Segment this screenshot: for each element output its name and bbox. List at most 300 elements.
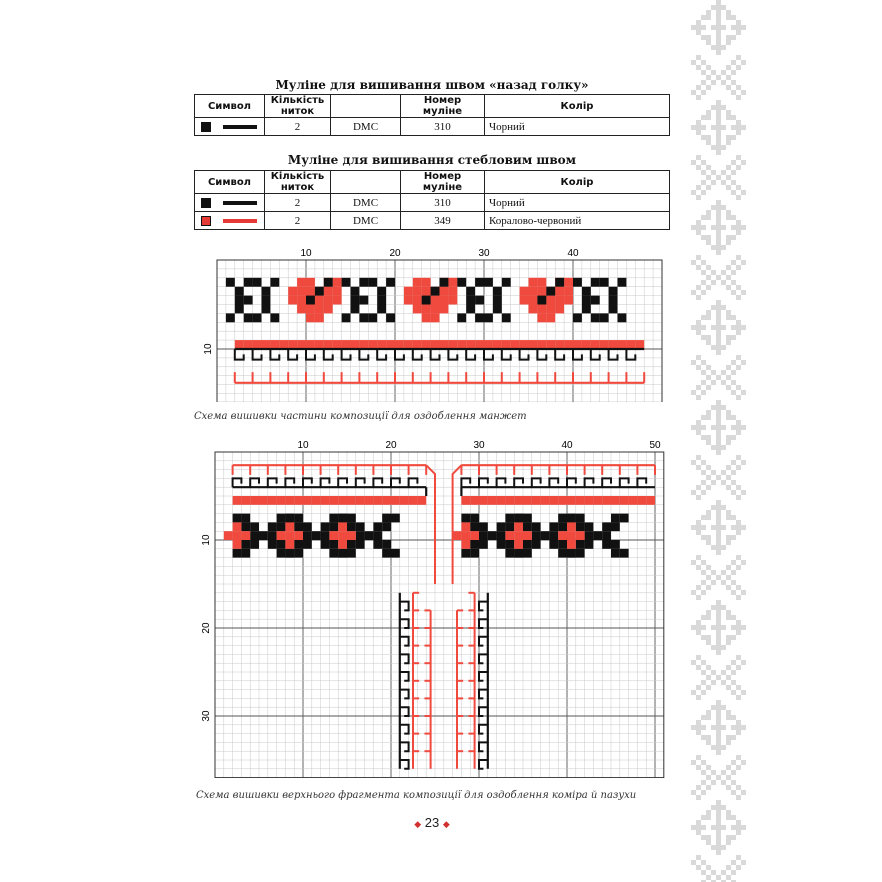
- stitch-cell: [461, 514, 470, 523]
- stitch-cell: [448, 278, 457, 287]
- ornament-cell: [706, 710, 711, 715]
- stitch-cell: [520, 340, 529, 349]
- ornament-cell: [736, 520, 741, 525]
- ornament-cell: [726, 765, 731, 770]
- stitch-cell: [558, 522, 567, 531]
- stitch-cell: [546, 305, 555, 314]
- ornament-cell: [691, 790, 696, 795]
- ornament-cell: [711, 205, 716, 210]
- header-symbol: Символ: [195, 171, 265, 194]
- stitch-cell: [582, 305, 591, 314]
- ornament-cell: [731, 560, 736, 565]
- ornament-cell: [726, 675, 731, 680]
- chart2-caption: Схема вишивки верхнього фрагмента композиції для оздоблення коміра й пазухи: [196, 790, 637, 801]
- ornament-cell: [726, 315, 731, 320]
- color-cell: Коралово-червоний: [485, 212, 670, 230]
- ornament-cell: [696, 830, 701, 835]
- stitch-line: [497, 478, 506, 487]
- table1: [194, 94, 670, 136]
- ornament-cell: [716, 240, 721, 245]
- ornament-cell: [696, 365, 701, 370]
- stitch-cell: [359, 296, 368, 305]
- ornament-cell: [696, 65, 701, 70]
- stitch-cell: [279, 340, 288, 349]
- ornament-cell: [721, 680, 726, 685]
- ornament-cell: [741, 60, 746, 65]
- stitch-cell: [466, 296, 475, 305]
- stitch-cell: [618, 340, 627, 349]
- ornament-cell: [721, 545, 726, 550]
- stitch-cell: [262, 296, 271, 305]
- ornament-cell: [701, 160, 706, 165]
- stitch-cell: [618, 278, 627, 287]
- ornament-cell: [736, 120, 741, 125]
- stitch-cell: [333, 287, 342, 296]
- stitch-line: [400, 672, 409, 681]
- ornament-cell: [701, 615, 706, 620]
- ornament-cell: [716, 825, 721, 830]
- stitch-cell: [409, 496, 418, 505]
- ornament-cell: [721, 125, 726, 130]
- ornament-cell: [736, 195, 741, 200]
- stitch-cell: [514, 514, 523, 523]
- stitch-cell: [377, 305, 386, 314]
- ornament-cell: [696, 155, 701, 160]
- stitch-cell: [315, 340, 324, 349]
- stitch-cell: [523, 531, 532, 540]
- ornament-cell: [711, 70, 716, 75]
- ornament-cell: [706, 765, 711, 770]
- stitch-cell: [529, 296, 538, 305]
- ornament-cell: [716, 620, 721, 625]
- cuff-embroidery-chart: [195, 242, 667, 402]
- ornament-cell: [716, 645, 721, 650]
- stitch-cell: [241, 522, 250, 531]
- ornament-cell: [726, 415, 731, 420]
- ornament-cell: [736, 525, 741, 530]
- stitch-cell: [549, 496, 558, 505]
- ornament-cell: [696, 195, 701, 200]
- stitch-cell: [466, 305, 475, 314]
- ornament-cell: [721, 245, 726, 250]
- ornament-cell: [726, 310, 731, 315]
- ornament-cell: [711, 580, 716, 585]
- ornament-cell: [736, 625, 741, 630]
- ornament-cell: [696, 25, 701, 30]
- stitch-cell: [351, 287, 360, 296]
- ornament-cell: [701, 560, 706, 565]
- ornament-cell: [741, 90, 746, 95]
- stitch-cell: [377, 340, 386, 349]
- stitch-cell: [321, 522, 330, 531]
- black-symbol: [199, 122, 260, 132]
- stitch-line: [409, 478, 418, 487]
- ornament-cell: [716, 245, 721, 250]
- table2-title: Муліне для вишивання стебловим швом: [287, 153, 577, 167]
- stitch-cell: [493, 287, 502, 296]
- stitch-line: [321, 478, 330, 487]
- ornament-cell: [706, 10, 711, 15]
- ornament-cell: [711, 370, 716, 375]
- stitch-cell: [505, 496, 514, 505]
- stitch-line: [400, 637, 409, 646]
- ornament-cell: [731, 760, 736, 765]
- ornament-cell: [736, 325, 741, 330]
- ornament-cell: [696, 525, 701, 530]
- ornament-cell: [716, 210, 721, 215]
- stitch-cell: [250, 522, 259, 531]
- ornament-cell: [716, 325, 721, 330]
- ornament-cell: [726, 365, 731, 370]
- ornament-cell: [731, 215, 736, 220]
- ornament-cell: [701, 70, 706, 75]
- ornament-cell: [701, 715, 706, 720]
- ornament-cell: [696, 85, 701, 90]
- ornament-cell: [731, 170, 736, 175]
- stitch-cell: [440, 305, 449, 314]
- ornament-cell: [736, 685, 741, 690]
- stitch-cell: [505, 522, 514, 531]
- ornament-cell: [696, 295, 701, 300]
- ornament-cell: [716, 335, 721, 340]
- ornament-cell: [706, 840, 711, 845]
- stitch-cell: [484, 313, 493, 322]
- ornament-cell: [731, 725, 736, 730]
- stitch-cell: [321, 540, 330, 549]
- ornament-cell: [711, 45, 716, 50]
- ornament-cell: [726, 535, 731, 540]
- stitch-cell: [294, 496, 303, 505]
- ornament-cell: [696, 865, 701, 870]
- ornament-cell: [716, 840, 721, 845]
- ornament-cell: [701, 835, 706, 840]
- ornament-cell: [726, 110, 731, 115]
- ornament-cell: [706, 615, 711, 620]
- ornament-cell: [706, 540, 711, 545]
- ornament-cell: [726, 785, 731, 790]
- stitch-cell: [611, 540, 620, 549]
- ornament-cell: [711, 105, 716, 110]
- stitch-cell: [235, 305, 244, 314]
- stitch-cell: [303, 540, 312, 549]
- stitch-cell: [297, 296, 306, 305]
- ornament-cell: [691, 90, 696, 95]
- stitch-cell: [546, 296, 555, 305]
- ornament-cell: [691, 760, 696, 765]
- ornament-cell: [691, 660, 696, 665]
- ornament-cell: [706, 575, 711, 580]
- ornament-cell: [741, 25, 746, 30]
- ornament-cell: [716, 550, 721, 555]
- stitch-cell: [253, 313, 262, 322]
- stitch-cell: [351, 305, 360, 314]
- stitch-cell: [520, 287, 529, 296]
- ornament-cell: [726, 40, 731, 45]
- ornament-cell: [716, 775, 721, 780]
- ornament-cell: [696, 530, 701, 535]
- stitch-cell: [312, 531, 321, 540]
- stitch-cell: [329, 496, 338, 505]
- ornament-cell: [711, 380, 716, 385]
- stitch-cell: [422, 340, 431, 349]
- stitch-cell: [288, 340, 297, 349]
- ornament-cell: [696, 625, 701, 630]
- stitch-cell: [497, 531, 506, 540]
- ornament-cell: [696, 565, 701, 570]
- ornament-cell: [706, 610, 711, 615]
- stitch-cell: [523, 496, 532, 505]
- ornament-cell: [726, 375, 731, 380]
- stitch-cell: [523, 549, 532, 558]
- ornament-cell: [721, 105, 726, 110]
- stitch-cell: [591, 313, 600, 322]
- ornament-cell: [716, 140, 721, 145]
- stitch-cell: [591, 296, 600, 305]
- ornament-cell: [721, 45, 726, 50]
- ornament-cell: [691, 860, 696, 865]
- stitch-cell: [461, 531, 470, 540]
- ornament-cell: [721, 370, 726, 375]
- ornament-cell: [721, 525, 726, 530]
- ornament-cell: [711, 480, 716, 485]
- stitch-cell: [431, 305, 440, 314]
- stitch-cell: [241, 496, 250, 505]
- ornament-cell: [731, 115, 736, 120]
- ornament-cell: [726, 565, 731, 570]
- ornament-cell: [696, 585, 701, 590]
- ornament-cell: [716, 130, 721, 135]
- ornament-cell: [726, 575, 731, 580]
- stitch-line: [479, 672, 488, 681]
- ornament-cell: [711, 670, 716, 675]
- stitch-cell: [453, 531, 462, 540]
- ornament-cell: [706, 810, 711, 815]
- ornament-cell: [731, 490, 736, 495]
- stitch-cell: [382, 496, 391, 505]
- stitch-cell: [564, 287, 573, 296]
- ornament-cell: [726, 510, 731, 515]
- stitch-cell: [555, 278, 564, 287]
- ornament-cell: [716, 625, 721, 630]
- ornament-cell: [741, 825, 746, 830]
- stitch-cell: [576, 514, 585, 523]
- ornament-cell: [731, 90, 736, 95]
- tick-label: 20: [201, 622, 212, 634]
- stitch-cell: [386, 313, 395, 322]
- stitch-cell: [306, 313, 315, 322]
- stitch-cell: [356, 496, 365, 505]
- stitch-cell: [306, 305, 315, 314]
- ornament-cell: [716, 50, 721, 55]
- stitch-cell: [529, 305, 538, 314]
- ornament-cell: [701, 335, 706, 340]
- stitch-cell: [382, 540, 391, 549]
- ornament-cell: [711, 270, 716, 275]
- ornament-cell: [726, 815, 731, 820]
- stitch-cell: [546, 340, 555, 349]
- stitch-line: [356, 478, 365, 487]
- ornament-cell: [716, 230, 721, 235]
- ornament-cell: [731, 190, 736, 195]
- ornament-cell: [716, 615, 721, 620]
- ornament-cell: [736, 355, 741, 360]
- ornament-cell: [701, 225, 706, 230]
- stitch-cell: [529, 287, 538, 296]
- stitch-cell: [558, 540, 567, 549]
- ornament-cell: [716, 110, 721, 115]
- stitch-line: [285, 478, 294, 487]
- ornament-cell: [726, 710, 731, 715]
- stitch-cell: [377, 287, 386, 296]
- ornament-cell: [706, 715, 711, 720]
- ornament-cell: [701, 590, 706, 595]
- ornament-cell: [731, 80, 736, 85]
- ornament-cell: [696, 30, 701, 35]
- stitch-cell: [277, 531, 286, 540]
- ornament-cell: [731, 460, 736, 465]
- stitch-cell: [250, 496, 259, 505]
- ornament-cell: [721, 425, 726, 430]
- ornament-cell: [736, 230, 741, 235]
- stitch-cell: [611, 514, 620, 523]
- ornament-cell: [701, 735, 706, 740]
- ornament-cell: [701, 625, 706, 630]
- stitch-cell: [475, 278, 484, 287]
- ornament-cell: [726, 435, 731, 440]
- ornament-cell: [726, 65, 731, 70]
- stitch-cell: [479, 531, 488, 540]
- threads-cell: 2: [265, 194, 331, 212]
- ornament-cell: [706, 585, 711, 590]
- stitch-cell: [226, 278, 235, 287]
- ornament-cell: [731, 380, 736, 385]
- stitch-cell: [475, 296, 484, 305]
- ornament-cell: [696, 265, 701, 270]
- ornament-cell: [691, 160, 696, 165]
- ornament-cell: [706, 635, 711, 640]
- ornament-cell: [716, 520, 721, 525]
- ornament-cell: [696, 395, 701, 400]
- ornament-cell: [716, 250, 721, 255]
- ornament-cell: [716, 20, 721, 25]
- ornament-cell: [736, 495, 741, 500]
- ornament-cell: [731, 135, 736, 140]
- stitch-cell: [585, 522, 594, 531]
- stitch-cell: [461, 549, 470, 558]
- ornament-cell: [716, 850, 721, 855]
- ornament-cell: [696, 755, 701, 760]
- stitch-cell: [250, 531, 259, 540]
- ornament-cell: [731, 825, 736, 830]
- stitch-cell: [270, 313, 279, 322]
- ornament-cell: [696, 620, 701, 625]
- ornament-cell: [731, 60, 736, 65]
- stitch-cell: [324, 305, 333, 314]
- ornament-cell: [726, 440, 731, 445]
- stitch-cell: [244, 313, 253, 322]
- ornament-cell: [706, 785, 711, 790]
- stitch-cell: [342, 340, 351, 349]
- tick-label: 40: [567, 248, 579, 259]
- ornament-cell: [726, 210, 731, 215]
- stitch-cell: [233, 522, 242, 531]
- stitch-cell: [356, 540, 365, 549]
- ornament-cell: [701, 470, 706, 475]
- ornament-cell: [716, 320, 721, 325]
- ornament-cell: [706, 415, 711, 420]
- ornament-cell: [731, 290, 736, 295]
- collar-embroidery-chart: [195, 436, 667, 778]
- stitch-cell: [422, 287, 431, 296]
- ornament-cell: [716, 505, 721, 510]
- ornament-cell: [711, 425, 716, 430]
- ornament-cell: [731, 535, 736, 540]
- ornament-cell: [716, 600, 721, 605]
- stitch-cell: [342, 278, 351, 287]
- stitch-cell: [285, 496, 294, 505]
- ornament-cell: [711, 180, 716, 185]
- ornament-cell: [706, 385, 711, 390]
- ornament-cell: [711, 545, 716, 550]
- stitch-cell: [585, 496, 594, 505]
- ornament-cell: [716, 45, 721, 50]
- ornament-cell: [696, 725, 701, 730]
- stitch-cell: [413, 278, 422, 287]
- ornament-cell: [701, 325, 706, 330]
- stitch-cell: [404, 340, 413, 349]
- ornament-cell: [711, 505, 716, 510]
- ornament-cell: [711, 645, 716, 650]
- ornament-cell: [716, 315, 721, 320]
- stitch-cell: [268, 522, 277, 531]
- ornament-cell: [721, 180, 726, 185]
- ornament-cell: [716, 735, 721, 740]
- stitch-cell: [479, 522, 488, 531]
- ornament-cell: [716, 720, 721, 725]
- ornament-cell: [716, 35, 721, 40]
- stitch-cell: [351, 296, 360, 305]
- ornament-cell: [706, 510, 711, 515]
- stitch-cell: [505, 549, 514, 558]
- ornament-cell: [701, 380, 706, 385]
- stitch-cell: [347, 496, 356, 505]
- ornament-cell: [741, 390, 746, 395]
- stitch-cell: [582, 340, 591, 349]
- stitch-cell: [537, 305, 546, 314]
- ornament-cell: [691, 490, 696, 495]
- stitch-cell: [413, 287, 422, 296]
- stitch-cell: [502, 340, 511, 349]
- ornament-cell: [696, 320, 701, 325]
- stitch-cell: [609, 340, 618, 349]
- ornament-cell: [716, 345, 721, 350]
- stitch-cell: [448, 296, 457, 305]
- ornament-cell: [706, 235, 711, 240]
- tick-label: 10: [201, 534, 212, 546]
- stitch-cell: [303, 531, 312, 540]
- tick-label: 10: [300, 248, 312, 259]
- ornament-cell: [701, 580, 706, 585]
- ornament-cell: [696, 430, 701, 435]
- stitch-cell: [329, 549, 338, 558]
- ornament-cell: [706, 775, 711, 780]
- ornament-cell: [701, 825, 706, 830]
- ornament-cell: [736, 65, 741, 70]
- stitch-cell: [537, 278, 546, 287]
- stitch-cell: [288, 296, 297, 305]
- threads-cell: 2: [265, 212, 331, 230]
- diamond-icon: ◆: [414, 819, 422, 829]
